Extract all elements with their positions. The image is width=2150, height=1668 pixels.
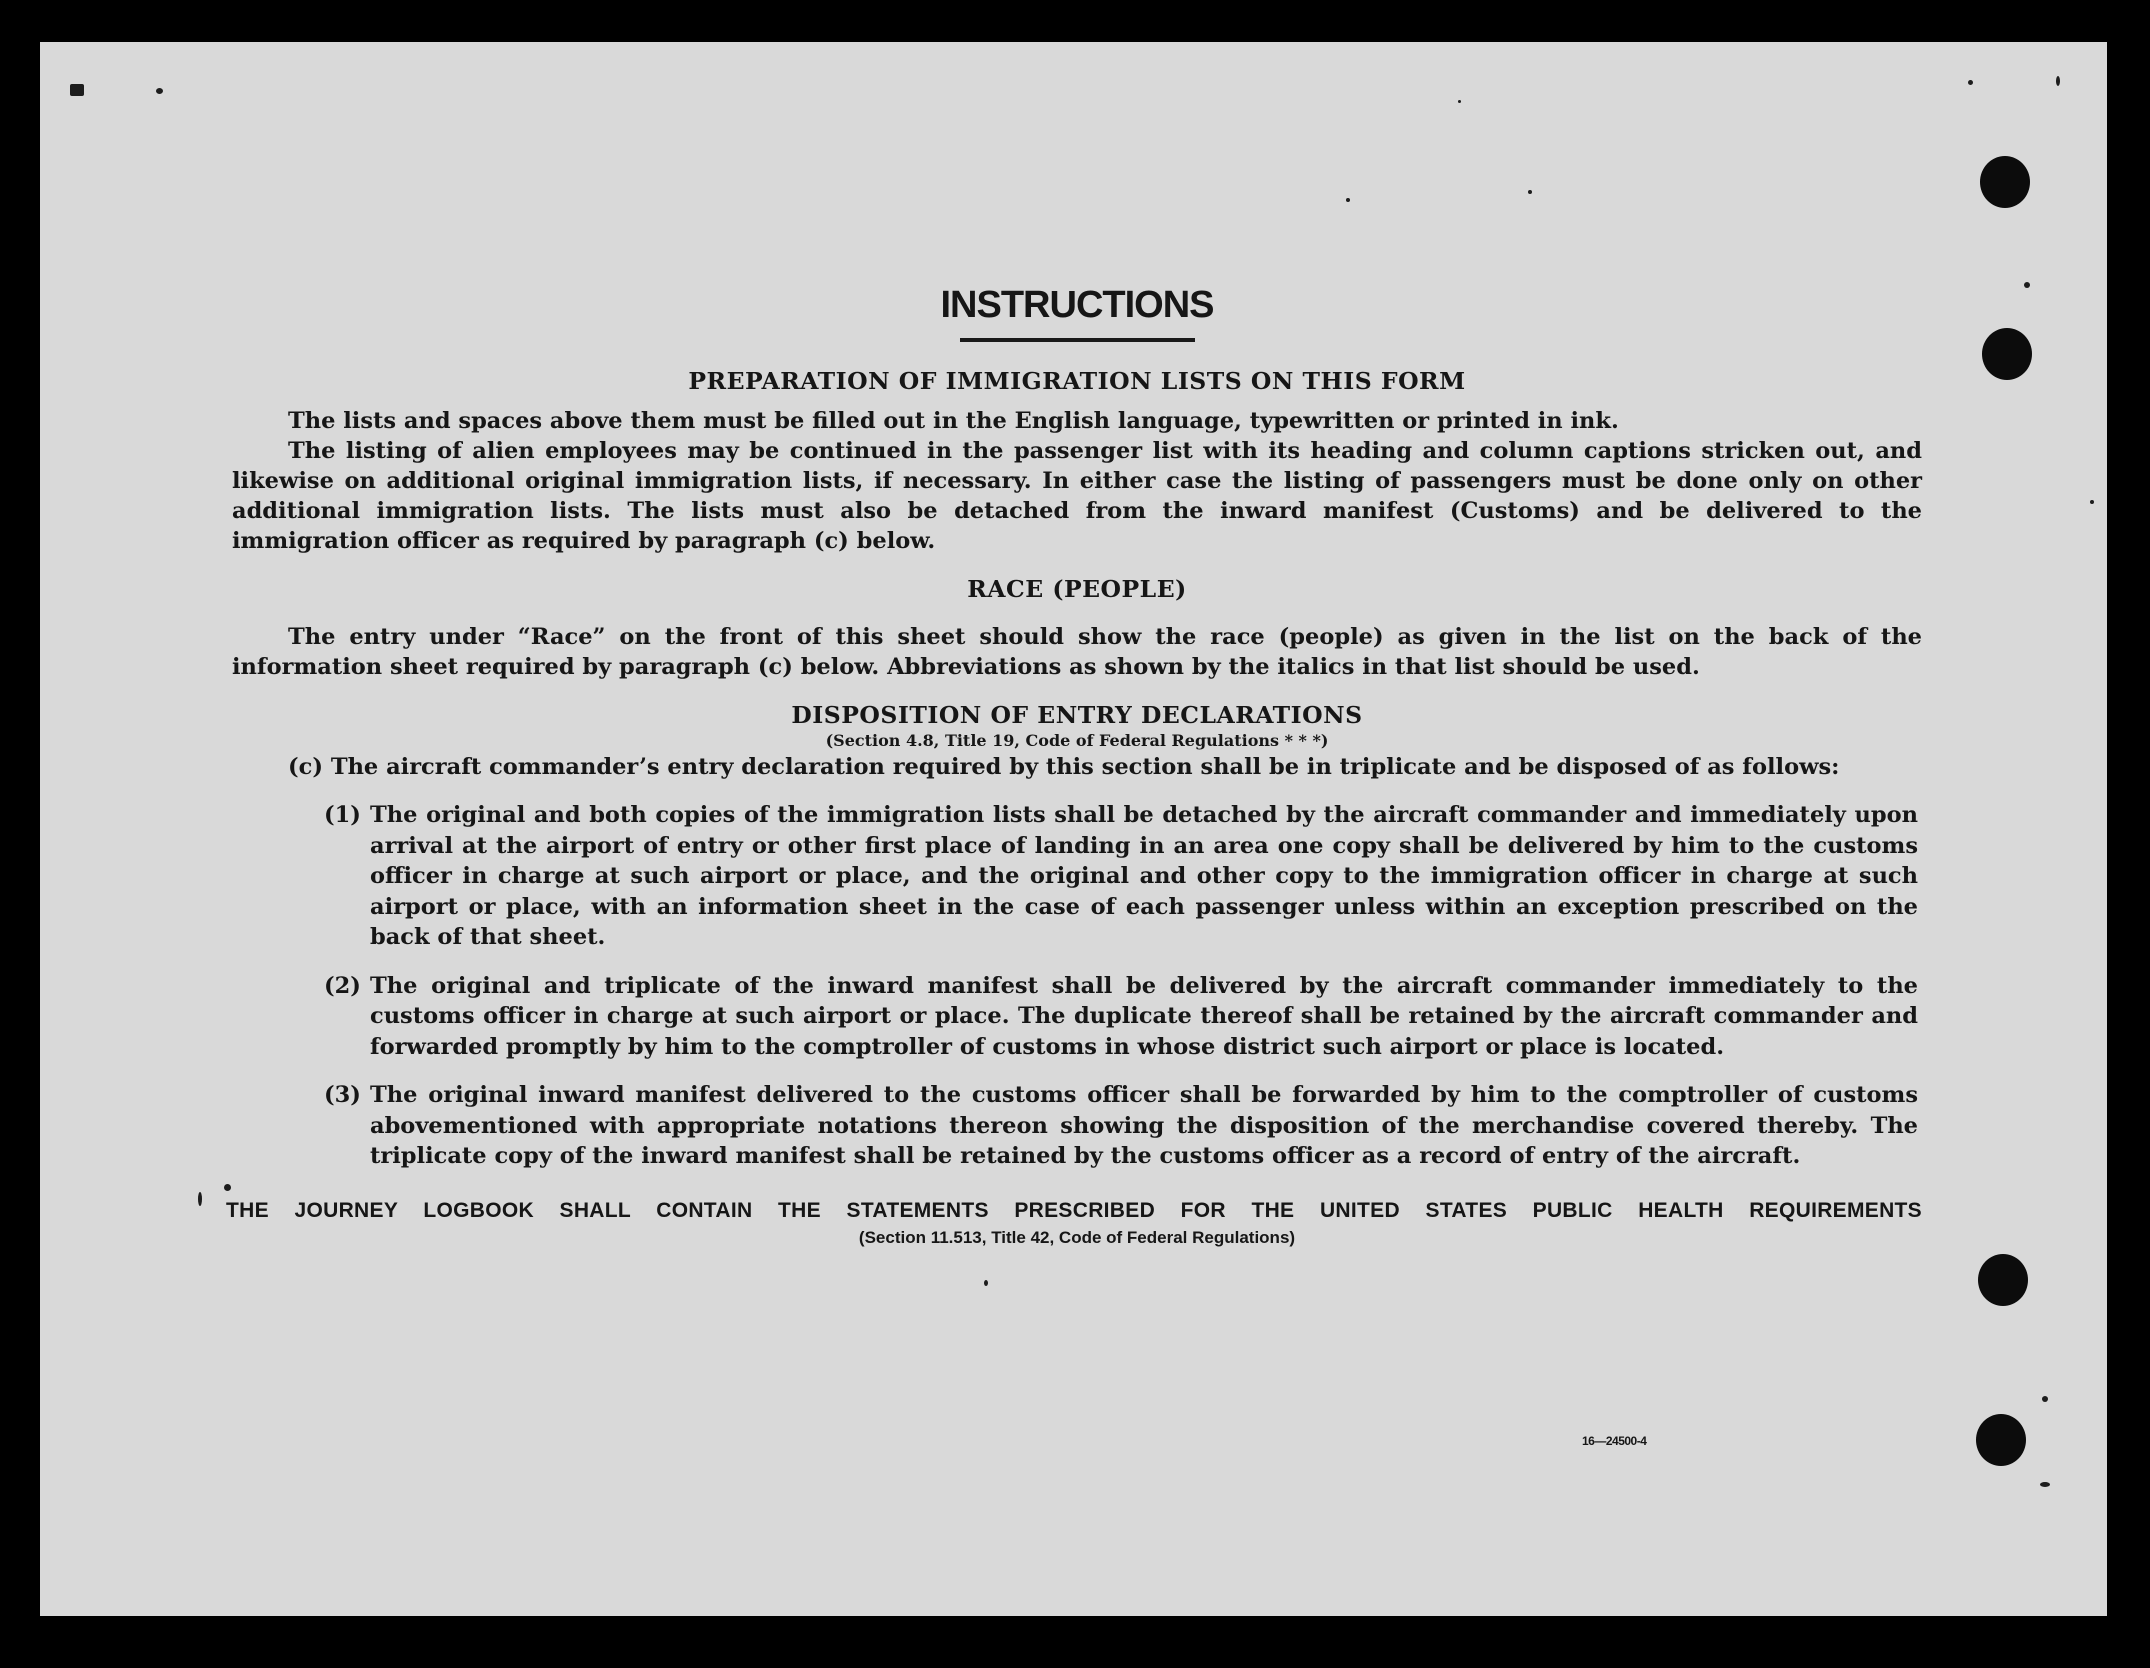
scan-speck	[224, 1184, 231, 1191]
item-text: The original and both copies of the immigration lists shall be detached by the aircraft commander and immediately upon arrival at the airport of entry or other first place of landing in an area one copy shall be delivered by him to the customs officer in charge at such airport or place, and the original and other copy to the immigration officer in charge at such airport or place, with an information sheet in the case of each passenger unless within an exception prescribed on the back of that sheet.	[370, 802, 1918, 950]
scan-speck	[2040, 1482, 2050, 1487]
preparation-heading: PREPARATION OF IMMIGRATION LISTS ON THIS FORM	[688, 367, 1466, 395]
scan-speck	[2090, 500, 2094, 504]
scan-speck	[156, 88, 163, 94]
preparation-paragraph-2: The listing of alien employees may be continued in the passenger list with its heading and column captions stricken out, and likewise on additional original immigration lists, if necessary. In either case the listing of passengers must be done only on other additional immigration lists. The lists must also be detached from the inward manifest (Customs) and be delivered to the immigration officer as required by paragraph (c) below.	[232, 438, 1922, 554]
disposition-item-2	[324, 971, 1922, 1063]
scan-speck	[1346, 198, 1350, 202]
scan-speck	[2024, 282, 2030, 288]
punch-hole-1	[1980, 156, 2030, 208]
scan-speck	[1968, 80, 1973, 85]
item-text: The original inward manifest delivered to the customs officer shall be forwarded by him to the comptroller of customs abovementioned with appropriate notations thereon showing the disposition of the merchandise covered thereby. The triplicate copy of the inward manifest shall be retained by the customs officer as a record of entry of the aircraft.	[370, 1082, 1918, 1169]
item-number: (3)	[324, 1082, 361, 1108]
scan-speck	[2042, 1396, 2048, 1402]
page-title: INSTRUCTIONS	[940, 284, 1214, 326]
punch-hole-4	[1976, 1414, 2026, 1466]
scan-speck	[1458, 100, 1461, 103]
item-text: The original and triplicate of the inward manifest shall be delivered by the aircraft commander immediately to the customs officer in charge at such airport or place. The duplicate thereof shall be retained by the aircraft commander and forwarded promptly by him to the comptroller of customs in whose district such airport or place is located.	[370, 972, 1918, 1060]
scan-speck	[2056, 76, 2060, 86]
disposition-citation: (Section 4.8, Title 19, Code of Federal Regulations * * *)	[825, 731, 1329, 750]
punch-hole-3	[1978, 1254, 2028, 1306]
instructions-body	[226, 280, 1922, 1250]
disposition-heading: DISPOSITION OF ENTRY DECLARATIONS	[791, 701, 1363, 729]
disposition-item-3	[324, 1080, 1922, 1172]
scan-speck	[70, 84, 84, 96]
race-paragraph: The entry under “Race” on the front of this sheet should show the race (people) as given in the list on the back of the information sheet required by paragraph (c) below. Abbreviations as shown by the italics in that list should be used.	[232, 624, 1922, 680]
item-number: (1)	[324, 802, 361, 828]
scan-speck	[1528, 190, 1532, 194]
disposition-item-1	[324, 800, 1922, 953]
footer-citation: (Section 11.513, Title 42, Code of Federal Regulations)	[858, 1227, 1296, 1247]
punch-hole-2	[1982, 328, 2032, 380]
disposition-intro: (c) The aircraft commander’s entry declaration required by this section shall be in triplicate and be disposed of as follows:	[288, 754, 1840, 780]
preparation-paragraph-1: The lists and spaces above them must be filled out in the English language, typewritten or printed in ink.	[288, 408, 1619, 434]
scan-speck	[984, 1280, 988, 1286]
form-code: 16—24500-4	[1582, 1434, 1647, 1448]
footer-statement: THE JOURNEY LOGBOOK SHALL CONTAIN THE STATEMENTS PRESCRIBED FOR THE UNITED STATES PUBLIC HEALTH REQUIREMENTS	[226, 1198, 1922, 1222]
scan-speck	[198, 1192, 202, 1206]
race-heading: RACE (PEOPLE)	[967, 575, 1187, 603]
item-number: (2)	[324, 972, 361, 999]
